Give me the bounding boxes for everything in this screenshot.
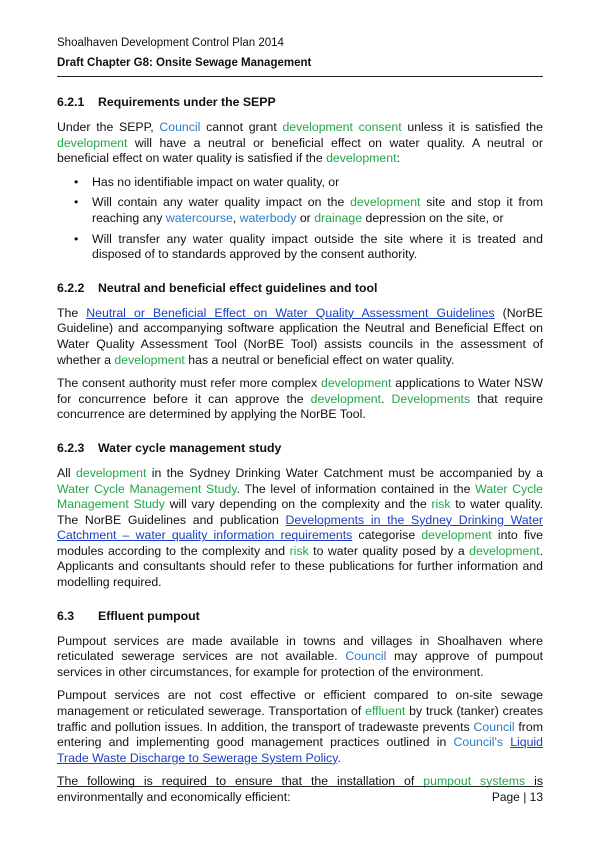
term-risk[interactable]: risk	[431, 497, 451, 512]
link-catchment-requirements[interactable]: Developments in the Sydney Drinking Water Catchment – water quality information requirements	[57, 512, 543, 543]
criteria-list	[57, 175, 543, 263]
term-council[interactable]: Council	[159, 120, 201, 134]
term-council[interactable]: Council	[345, 649, 387, 664]
term-drainage[interactable]: drainage	[314, 210, 363, 225]
term-development[interactable]: development	[76, 465, 147, 480]
paragraph-pumpout-requirements: The following is required to ensure that the installation of pumpout systems is environmentally and economically efficient:	[57, 774, 543, 804]
term-council[interactable]: Council	[473, 719, 515, 734]
section-heading-6-2-1: 6.2.1 Requirements under the SEPP	[57, 95, 276, 109]
list-item: • Has no identifiable impact on water quality, or	[74, 174, 340, 189]
term-development[interactable]: development	[57, 135, 128, 150]
term-development[interactable]: development	[310, 391, 382, 406]
paragraph-pumpout-cost: Pumpout services are not cost effective or efficient compared to on-site sewage management or reticulated sewerage. Transportation of effluent by truck (tanker) creates traffic and pollution issues. In addition, the transport of tradewaste prevents Council from entering and implementing good management practices outlined in Council's Liquid Trade Waste Discharge to Sewerage System Policy.	[57, 688, 544, 765]
page-body	[57, 30, 543, 814]
term-developments[interactable]: Developments	[391, 391, 471, 406]
list-item: • Will transfer any water quality impact outside the site where it is treated and disposed of to standards approved by the consent authority.	[74, 231, 543, 262]
chapter-title: Draft Chapter G8: Onsite Sewage Management	[57, 57, 312, 69]
term-waterbody[interactable]: waterbody	[239, 210, 297, 225]
term-effluent[interactable]: effluent	[365, 704, 406, 719]
bullet-icon: •	[74, 174, 79, 189]
page-footer	[57, 786, 543, 804]
paragraph-water-cycle-study: All development in the Sydney Drinking Water Catchment must be accompanied by a Water Cycle Management Study. The level of information contained in the Water Cycle Management Study will vary depending on the complexity and the risk to water quality. The NorBE Guidelines and publication Developments in the Sydney Drinking Water Catchment – water quality information requirements categorise development into five modules according to the complexity and risk to water quality posed by a development. Applicants and consultants should refer to these publications for further information and modelling required.	[57, 465, 544, 590]
paragraph-concurrence: The consent authority must refer more complex development applications to Water NSW for concurrence before it can approve the development. Developments that require concurrence are determined by applying the NorBE Tool.	[57, 376, 543, 422]
section-heading-6-2-3: 6.2.3 Water cycle management study	[57, 440, 282, 455]
term-watercourse[interactable]: watercourse	[165, 210, 233, 225]
section-heading-6-2-2: 6.2.2 Neutral and beneficial effect guidelines and tool	[57, 280, 378, 295]
term-water-cycle-management-study[interactable]: Water Cycle Management Study	[57, 481, 237, 496]
header-divider	[57, 76, 543, 77]
paragraph-pumpout-availability: Pumpout services are made available in towns and villages in Shoalhaven where reticulated sewerage services are not available. Council may approve of pumpout services in other circumstances, for example for protection of the environment.	[57, 633, 543, 679]
bullet-icon: •	[74, 231, 79, 246]
paragraph-sepp-requirements: Under the SEPP, Council cannot grant development consent unless it is satisfied the development will have a neutral or beneficial effect on water quality. A neutral or beneficial effect on water quality is satisfied if the development:	[57, 120, 543, 166]
link-norbe-guidelines[interactable]: Neutral or Beneficial Effect on Water Quality Assessment Guidelines	[86, 305, 495, 320]
term-pumpout-systems[interactable]: pumpout systems	[423, 774, 526, 789]
section-heading-6-3: 6.3 Effluent pumpout	[57, 608, 200, 623]
bullet-icon: •	[74, 195, 79, 210]
term-development-consent[interactable]: development consent	[282, 120, 402, 134]
list-item: • Will contain any water quality impact on the development site and stop it from reaching any watercourse, waterbody or drainage depression on the site, or	[74, 195, 543, 225]
term-development[interactable]: development	[114, 352, 185, 367]
page-number: Page | 13	[491, 790, 543, 804]
document-title: Shoalhaven Development Control Plan 2014	[57, 37, 284, 49]
footer-divider	[57, 786, 543, 787]
term-development[interactable]: development	[469, 543, 540, 558]
link-trade-waste-policy[interactable]: Liquid Trade Waste Discharge to Sewerage System Policy	[57, 735, 544, 765]
term-councils[interactable]: Council's	[453, 735, 503, 750]
term-risk[interactable]: risk	[289, 543, 309, 558]
term-development[interactable]: development	[326, 151, 397, 166]
term-water-cycle-management-study[interactable]: Water Cycle Management Study	[57, 481, 543, 512]
term-development[interactable]: development	[421, 528, 492, 543]
paragraph-norbe-guideline: The Neutral or Beneficial Effect on Water Quality Assessment Guidelines (NorBE Guideline) and accompanying software application the Neutral and Beneficial Effect on Water Quality Assessment Tool (NorBE Tool) assists councils in the assessment of whether a development has a neutral or beneficial effect on water quality.	[57, 305, 543, 367]
term-development[interactable]: development	[321, 376, 392, 391]
term-development[interactable]: development	[350, 195, 421, 210]
